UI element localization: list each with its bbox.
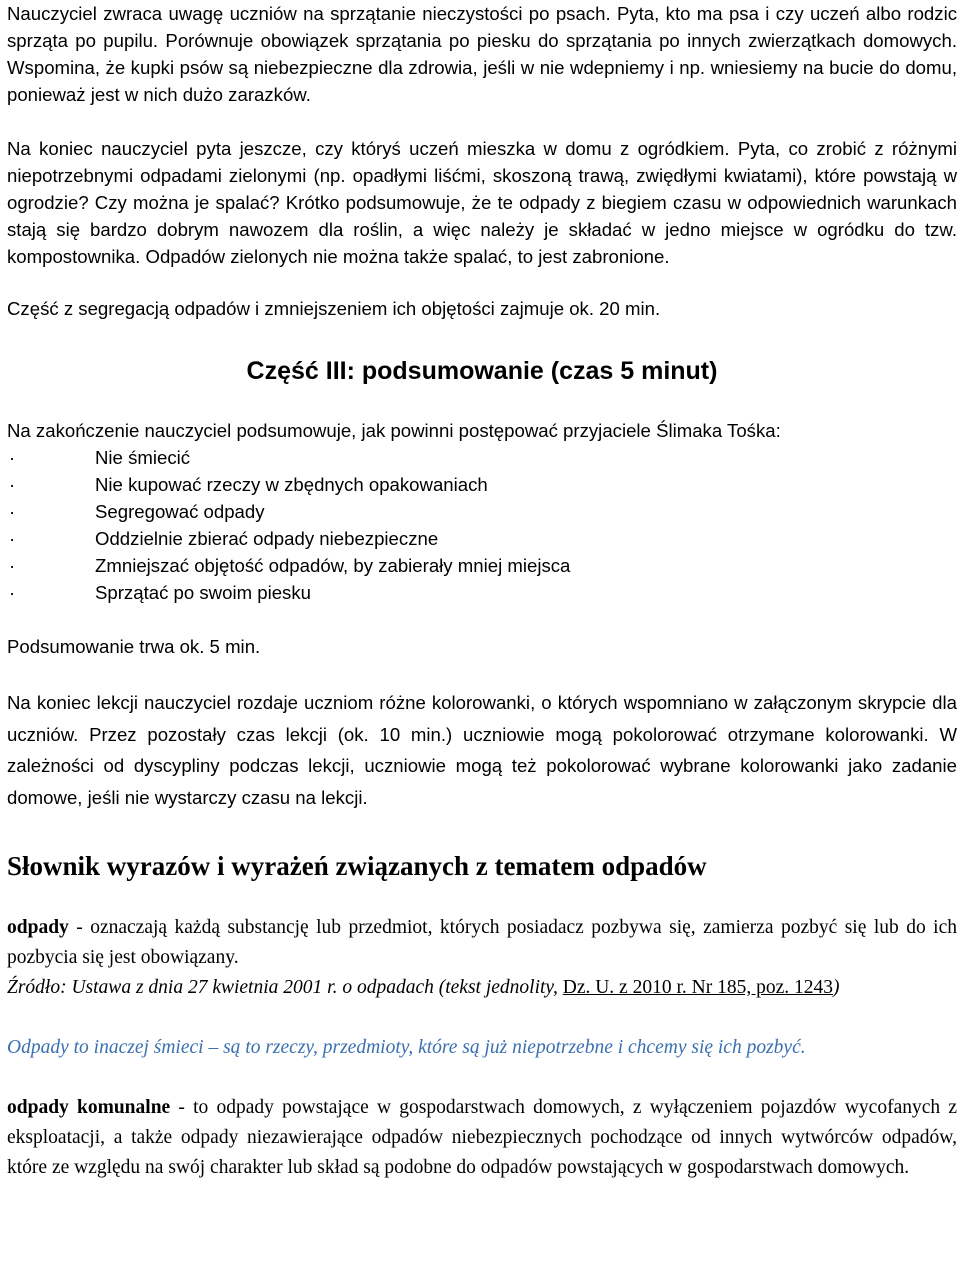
bullet-dot-icon: · — [9, 447, 16, 468]
list-item: · Oddzielnie zbierać odpady niebezpieczne — [7, 525, 957, 552]
bullet-dot-icon: · — [9, 555, 16, 576]
term-odpady-komunalne: odpady komunalne — [7, 1097, 171, 1118]
paragraph-dog-waste: Nauczyciel zwraca uwagę uczniów na sprzątanie nieczystości po psach. Pyta, kto ma psa i czy uczeń albo rodzic sprząta po pupilu. Porównuje obowiązek sprzątania po piesku do sprzątania po innych zwierzątkach domowych. Wspomina, że kupki psów są niebezpieczne dla zdrowia, jeśli w nie wdepniemy i np. wniesiemy na bucie do domu, ponieważ jest w nich dużo zarazków. — [7, 3, 957, 105]
paragraph-green-waste: Na koniec nauczyciel pyta jeszcze, czy któryś uczeń mieszka w domu z ogródkiem. Pyta, co zrobić z różnymi niepotrzebnymi odpadami zielonymi (np. opadłymi liśćmi, skoszoną trawą, zwiędłymi kwiatami), które powstają w ogrodzie? Czy można je spalać? Krótko podsumowuje, że te odpady z biegiem czasu w odpowiednich warunkach stają się bardzo dobrym nawozem dla roślin, a więc należy je składać w jedno miejsce w ogródku do tzw. kompostownika. Odpadów zielonych nie można także spalać, to jest zabronione. — [7, 138, 957, 267]
summary-bullet-list — [7, 444, 957, 606]
bullet-dot-icon: · — [9, 501, 16, 522]
term-odpady: odpady — [7, 917, 69, 938]
list-item: · Nie śmiecić — [7, 444, 957, 471]
summary-intro: Na zakończenie nauczyciel podsumowuje, jak powinni postępować przyjaciele Ślimaka Tośka: — [7, 420, 781, 441]
bullet-dot-icon: · — [9, 528, 16, 549]
list-item: · Sprzątać po swoim piesku — [7, 579, 957, 606]
definition-odpady — [7, 913, 957, 973]
paragraph-segregation-time: Część z segregacją odpadów i zmniejszeniem ich objętości zajmuje ok. 20 min. — [7, 298, 661, 319]
bullet-dot-icon: · — [9, 582, 16, 603]
dictionary-heading: Słownik wyrazów i wyrażeń związanych z tematem odpadów — [7, 851, 707, 881]
part-three-heading: Część III: podsumowanie (czas 5 minut) — [246, 357, 718, 385]
definition-odpady-komunalne — [7, 1093, 957, 1183]
list-item: · Zmniejszać objętość odpadów, by zabierały mniej miejsca — [7, 552, 957, 579]
definition-text: - oznaczają każdą substancję lub przedmiot, których posiadacz pozbywa się, zamierza pozbyć się lub do ich pozbycia się jest obowiązany. — [7, 917, 957, 968]
list-item: · Nie kupować rzeczy w zbędnych opakowaniach — [7, 471, 957, 498]
document-page — [7, 0, 957, 1183]
legal-act-link[interactable]: Dz. U. z 2010 r. Nr 185, poz. 1243 — [562, 977, 833, 998]
definition-source: Źródło: Ustawa z dnia 27 kwietnia 2001 r. o odpadach (tekst jednolity, Dz. U. z 2010 r. Nr 185, poz. 1243) — [7, 977, 840, 998]
summary-duration: Podsumowanie trwa ok. 5 min. — [7, 636, 261, 657]
note-odpady-smieci: Odpady to inaczej śmieci – są to rzeczy, przedmioty, które są już niepotrzebne i chcemy się ich pozbyć. — [7, 1037, 806, 1058]
definition-text: - to odpady powstające w gospodarstwach domowych, z wyłączeniem pojazdów wycofanych z eksploatacji, a także odpady niezawierające odpadów niebezpiecznych pochodzące od innych wytwórców odpadów, które ze względu na swój charakter lub skład są podobne do odpadów powstających w gospodarstwach domowych. — [7, 1097, 957, 1178]
paragraph-coloring-pages: Na koniec lekcji nauczyciel rozdaje uczniom różne kolorowanki, o których wspomniano w załączonym skrypcie dla uczniów. Przez pozostały czas lekcji (ok. 10 min.) uczniowie mogą pokolorować otrzymane kolorowanki. W zależności od dyscypliny podczas lekcji, uczniowie mogą też pokolorować wybrane kolorowanki jako zadanie domowe, jeśli nie wystarczy czasu na lekcji. — [7, 692, 957, 808]
bullet-dot-icon: · — [9, 474, 16, 495]
list-item: · Segregować odpady — [7, 498, 957, 525]
